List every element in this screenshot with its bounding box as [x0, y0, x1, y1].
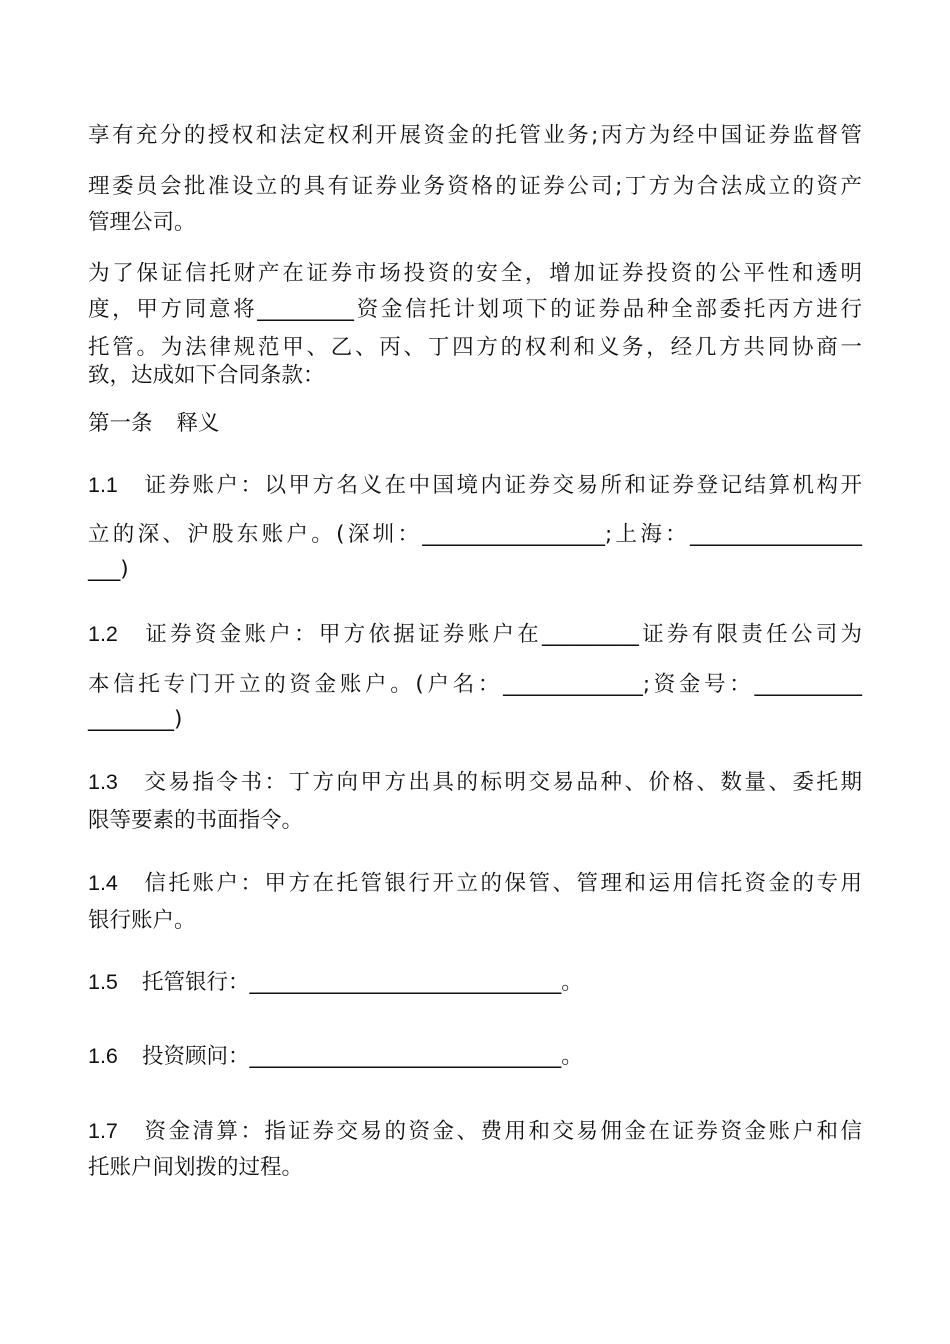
intro-paragraph-2-line-4: 致，达成如下合同条款：	[88, 363, 325, 388]
clause-number: 1.7	[88, 1119, 118, 1143]
intro-paragraph-1-line-3: 管理公司。	[88, 210, 196, 235]
clause-1-7-line-2: 托账户间划拨的过程。	[88, 1155, 304, 1180]
intro-paragraph-2-line-1: 为了保证信托财产在证券市场投资的安全，增加证券投资的公平性和透明	[88, 261, 862, 286]
clause-number: 1.3	[88, 770, 118, 794]
clause-1-4-line-1	[88, 868, 862, 899]
clause-1-6-line-1	[88, 1041, 583, 1072]
clause-1-1-line-3: ___)	[88, 557, 129, 582]
article-heading	[88, 409, 220, 439]
clause-1-3-line-2: 限等要素的书面指令。	[88, 808, 304, 833]
clause-number: 1.1	[88, 473, 118, 497]
intro-paragraph-1-line-2: 理委员会批准设立的具有证券业务资格的证券公司;丁方为合法成立的资产	[88, 174, 862, 199]
clause-1-3-line-1	[88, 767, 862, 798]
clause-text: 证券账户：以甲方名义在中国境内证券交易所和证券登记结算机构开	[142, 473, 862, 498]
clause-number: 1.5	[88, 970, 118, 994]
clause-text: 信托账户：甲方在托管银行开立的保管、管理和运用信托资金的专用	[142, 871, 862, 896]
intro-paragraph-1-line-1: 享有充分的授权和法定权利开展资金的托管业务;丙方为经中国证券监督管	[88, 123, 862, 148]
clause-1-2-line-3: ________)	[88, 707, 183, 732]
clause-1-5-line-1	[88, 967, 583, 998]
intro-paragraph-2-line-2: 度，甲方同意将_________资金信托计划项下的证券品种全部委托丙方进行	[88, 297, 862, 322]
clause-1-1-line-2: 立的深、沪股东账户。(深圳：_________________;上海：________________	[88, 522, 862, 547]
clause-text: 交易指令书：丁方向甲方出具的标明交易品种、价格、数量、委托期	[142, 770, 862, 795]
clause-text: 证券资金账户：甲方依据证券账户在_________证券有限责任公司为	[142, 622, 862, 647]
clause-text: 投资顾问：_____________________________。	[142, 1044, 583, 1069]
clause-number: 1.4	[88, 871, 118, 895]
clause-1-4-line-2: 银行账户。	[88, 908, 196, 933]
intro-paragraph-2-line-3: 托管。为法律规范甲、乙、丙、丁四方的权利和义务，经几方共同协商一	[88, 335, 862, 360]
clause-1-1-line-1	[88, 470, 862, 501]
clause-number: 1.6	[88, 1044, 118, 1068]
clause-text: 托管银行：_____________________________。	[142, 970, 583, 995]
article-number: 第一条	[88, 411, 153, 436]
article-title: 释义	[176, 411, 220, 436]
clause-1-7-line-1	[88, 1116, 862, 1147]
clause-1-2-line-1	[88, 619, 862, 650]
clause-number: 1.2	[88, 622, 118, 646]
clause-text: 资金清算：指证券交易的资金、费用和交易佣金在证券资金账户和信	[142, 1119, 862, 1144]
clause-1-2-line-2: 本信托专门开立的资金账户。(户名：_____________;资金号：__________	[88, 672, 862, 697]
